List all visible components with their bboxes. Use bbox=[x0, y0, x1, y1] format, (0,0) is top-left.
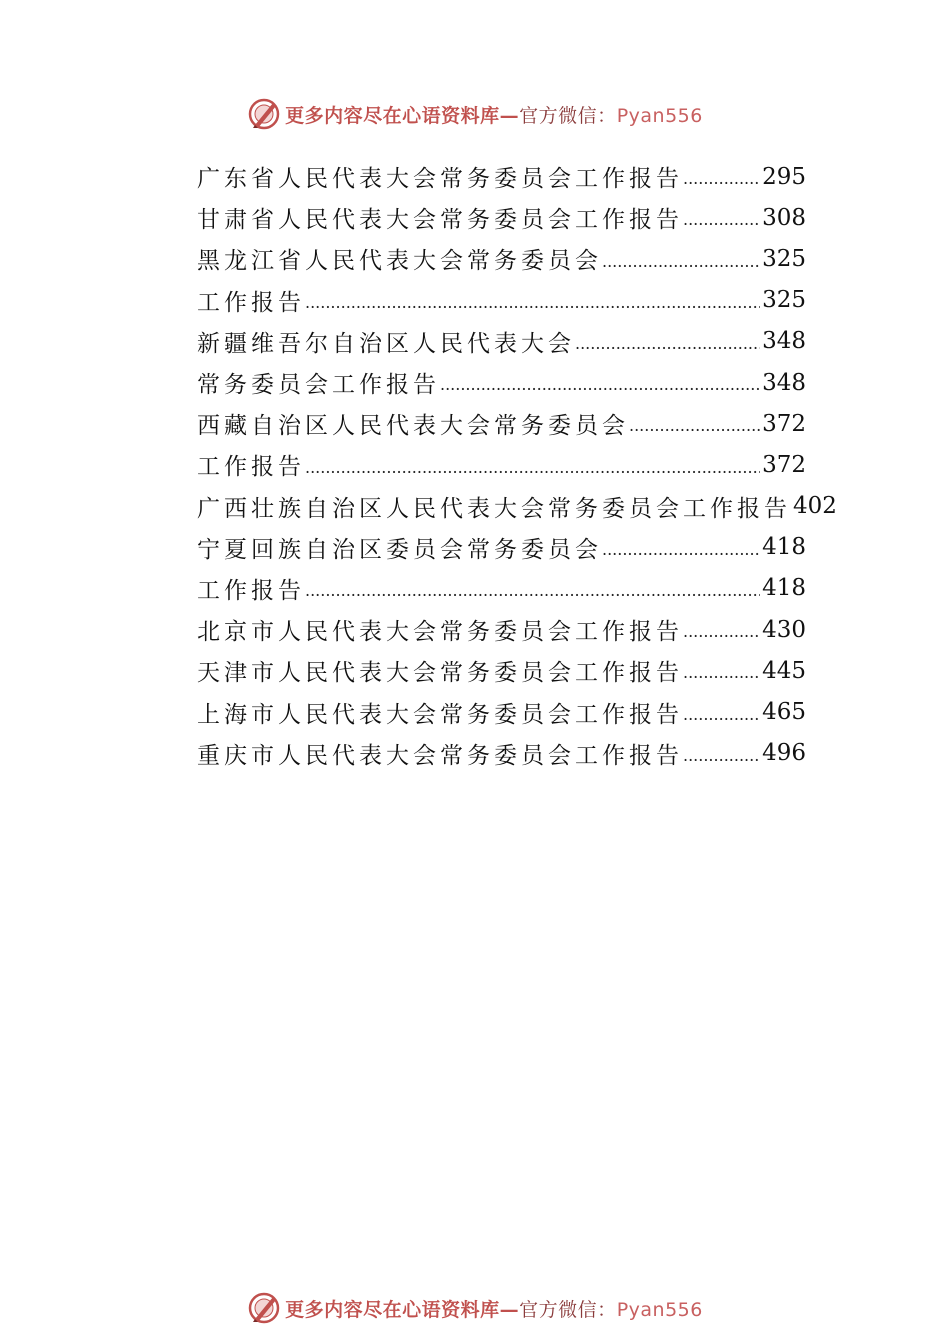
toc-entry-title: 上海市人民代表大会常务委员会工作报告 bbox=[197, 701, 683, 728]
toc-entry-page: 325 bbox=[762, 287, 806, 314]
header-text-wechat: 官方微信： bbox=[519, 104, 617, 127]
footer-text-main: 更多内容尽在心语资料库 bbox=[285, 1298, 500, 1321]
toc-entry-page: 348 bbox=[762, 328, 806, 355]
footer-text-wechat: 官方微信： bbox=[519, 1298, 617, 1321]
toc-entry[interactable] bbox=[197, 321, 806, 362]
toc-entry-page: 348 bbox=[762, 369, 806, 396]
toc-dot-leader bbox=[683, 210, 760, 238]
toc-entry-page: 445 bbox=[762, 657, 806, 684]
toc-entry-title: 黑龙江省人民代表大会常务委员会 bbox=[197, 248, 602, 275]
toc-entry-title: 工作报告 bbox=[197, 289, 305, 316]
toc-dot-leader bbox=[683, 705, 760, 733]
toc-entry-title: 广西壮族自治区人民代表大会常务委员会工作报告 bbox=[197, 495, 791, 522]
toc-dot-leader bbox=[683, 622, 760, 650]
toc-entry[interactable] bbox=[197, 691, 806, 732]
toc-entry[interactable] bbox=[197, 609, 806, 650]
pen-seal-icon bbox=[247, 1291, 281, 1325]
footer-banner bbox=[0, 1290, 950, 1326]
toc-entry-title: 广东省人民代表大会常务委员会工作报告 bbox=[197, 166, 683, 193]
toc-entry-page: 325 bbox=[762, 245, 806, 272]
toc-entry-title: 常务委员会工作报告 bbox=[197, 372, 440, 399]
toc-entry-title: 工作报告 bbox=[197, 454, 305, 481]
toc-dot-leader bbox=[683, 746, 760, 774]
toc-entry[interactable] bbox=[197, 156, 806, 197]
toc-entry-page: 372 bbox=[762, 451, 806, 478]
header-banner bbox=[0, 96, 950, 132]
header-text-main: 更多内容尽在心语资料库 bbox=[285, 104, 500, 127]
toc-entry[interactable] bbox=[197, 280, 806, 321]
toc-entry-title: 甘肃省人民代表大会常务委员会工作报告 bbox=[197, 207, 683, 234]
toc-entry[interactable] bbox=[197, 650, 806, 691]
header-text-id: Pyan556 bbox=[616, 104, 703, 127]
toc-entry-page: 496 bbox=[762, 740, 806, 767]
toc-dot-leader bbox=[602, 252, 760, 280]
toc-entry-title: 西藏自治区人民代表大会常务委员会 bbox=[197, 413, 629, 440]
toc-dot-leader bbox=[629, 416, 760, 444]
table-of-contents bbox=[197, 156, 837, 774]
toc-entry-title: 天津市人民代表大会常务委员会工作报告 bbox=[197, 660, 683, 687]
toc-dot-leader bbox=[602, 540, 760, 568]
toc-entry[interactable] bbox=[197, 238, 806, 279]
footer-text-dash: — bbox=[499, 1298, 520, 1321]
toc-entry-title: 工作报告 bbox=[197, 577, 305, 604]
toc-entry[interactable] bbox=[197, 444, 806, 485]
footer-text bbox=[285, 1295, 703, 1322]
toc-entry-page: 418 bbox=[762, 575, 806, 602]
toc-entry-page: 430 bbox=[762, 616, 806, 643]
toc-dot-leader bbox=[575, 334, 760, 362]
toc-entry[interactable] bbox=[197, 568, 806, 609]
toc-entry[interactable] bbox=[197, 197, 806, 238]
toc-entry[interactable] bbox=[197, 733, 806, 774]
toc-entry-title: 新疆维吾尔自治区人民代表大会 bbox=[197, 330, 575, 357]
toc-entry-page: 372 bbox=[762, 410, 806, 437]
toc-entry[interactable] bbox=[197, 362, 806, 403]
toc-dot-leader bbox=[440, 375, 760, 403]
header-text bbox=[285, 101, 703, 128]
toc-entry[interactable] bbox=[197, 527, 806, 568]
header-text-dash: — bbox=[499, 104, 520, 127]
toc-entry-title: 重庆市人民代表大会常务委员会工作报告 bbox=[197, 742, 683, 769]
toc-dot-leader bbox=[305, 293, 760, 321]
toc-entry-title: 北京市人民代表大会常务委员会工作报告 bbox=[197, 619, 683, 646]
toc-dot-leader bbox=[683, 169, 760, 197]
footer-text-id: Pyan556 bbox=[616, 1298, 703, 1321]
toc-dot-leader bbox=[683, 663, 760, 691]
toc-entry-page: 308 bbox=[762, 204, 806, 231]
toc-entry-title: 宁夏回族自治区委员会常务委员会 bbox=[197, 536, 602, 563]
toc-entry[interactable] bbox=[197, 486, 837, 527]
toc-entry-page: 418 bbox=[762, 534, 806, 561]
toc-dot-leader bbox=[305, 581, 760, 609]
pen-seal-icon bbox=[247, 97, 281, 131]
toc-dot-leader bbox=[305, 458, 760, 486]
toc-entry-page: 402 bbox=[793, 493, 837, 520]
toc-entry[interactable] bbox=[197, 403, 806, 444]
toc-entry-page: 465 bbox=[762, 699, 806, 726]
toc-entry-page: 295 bbox=[762, 163, 806, 190]
